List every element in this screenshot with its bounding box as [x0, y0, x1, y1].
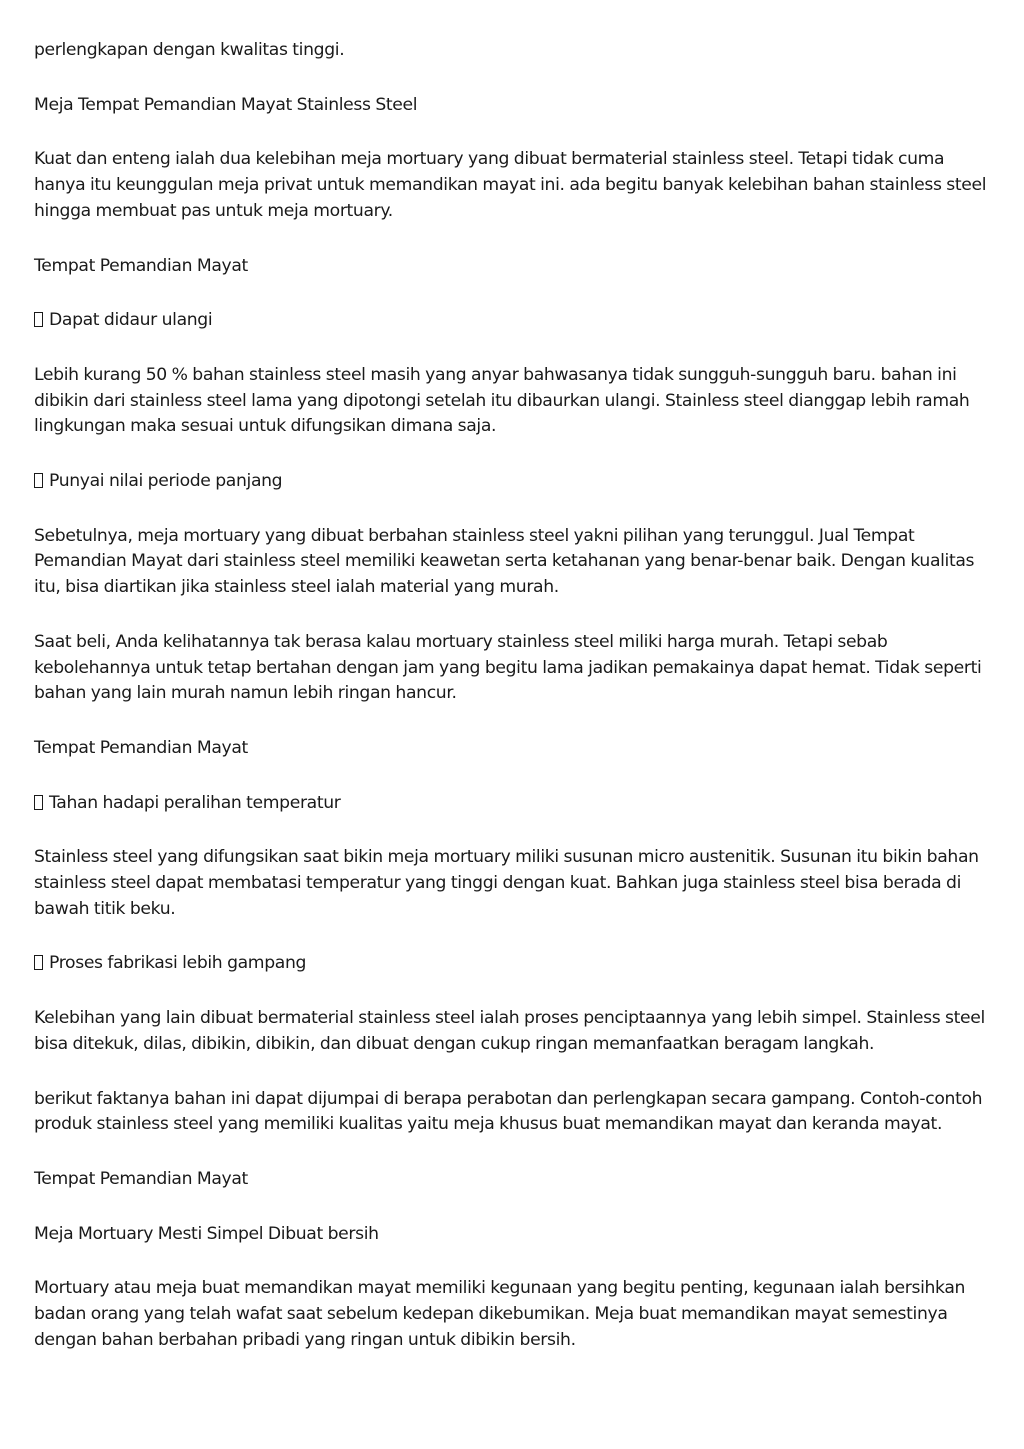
paragraph: perlengkapan dengan kwalitas tinggi. — [34, 40, 345, 60]
section-heading: Meja Mortuary Mesti Simpel Dibuat bersih — [34, 1223, 379, 1244]
paragraph: Kelebihan yang lain dibuat bermaterial stainless steel ialah proses penciptaannya yang lebih simpel. Stainless steel bisa ditekuk, dilas, dibikin, dibikin, dan dibuat dengan cukup ringan memanfaatkan beragam langkah. — [34, 1008, 985, 1054]
missing-glyph-box-icon — [34, 795, 43, 810]
paragraph: Saat beli, Anda kelihatannya tak berasa kalau mortuary stainless steel miliki harga murah. Tetapi sebab kebolehannya untuk tetap bertahan dengan jam yang begitu lama jadikan pemakainya dapat hemat. Tidak seperti bahan yang lain murah namun lebih ringan hancur. — [34, 631, 982, 704]
bullet-item — [34, 791, 994, 817]
document-body — [34, 38, 994, 1383]
bullet-item — [34, 308, 994, 334]
section-heading: Tempat Pemandian Mayat — [34, 255, 248, 276]
paragraph: Stainless steel yang difungsikan saat bikin meja mortuary miliki susunan micro austenitik. Susunan itu bikin bahan stainless steel dapat membatasi temperatur yang tinggi dengan kuat. Bahkan juga stainless steel bisa berada di bawah titik beku. — [34, 847, 979, 919]
bullet-item — [34, 469, 994, 495]
bullet-text: Punyai nilai periode panjang — [49, 471, 283, 492]
bullet-text: Proses fabrikasi lebih gampang — [49, 953, 307, 974]
section-heading: Tempat Pemandian Mayat — [34, 1168, 248, 1189]
bullet-text: Dapat didaur ulangi — [49, 310, 213, 331]
paragraph: Mortuary atau meja buat memandikan mayat memiliki kegunaan yang begitu penting, kegunaan ialah bersihkan badan orang yang telah wafat saat sebelum kedepan dikebumikan. Meja buat memandikan mayat semestinya dengan bahan berbahan pribadi yang ringan untuk dibikin bersih. — [34, 1278, 966, 1350]
paragraph: Sebetulnya, meja mortuary yang dibuat berbahan stainless steel yakni pilihan yang terunggul. Jual Tempat Pemandian Mayat dari stainless steel memiliki keawetan serta ketahanan yang benar-benar baik. Dengan kualitas itu, bisa diartikan jika stainless steel ialah material yang murah. — [34, 525, 975, 598]
paragraph: Kuat dan enteng ialah dua kelebihan meja mortuary yang dibuat bermaterial stainless steel. Tetapi tidak cuma hanya itu keunggulan meja privat untuk memandikan mayat ini. ada begitu banyak kelebihan bahan stainless steel hingga membuat pas untuk meja mortuary. — [34, 149, 987, 221]
section-heading: Tempat Pemandian Mayat — [34, 737, 248, 758]
section-heading: Meja Tempat Pemandian Mayat Stainless Steel — [34, 94, 418, 115]
paragraph: Lebih kurang 50 % bahan stainless steel masih yang anyar bahwasanya tidak sungguh-sungguh baru. bahan ini dibikin dari stainless steel lama yang dipotongi setelah itu dibaurkan ulangi. Stainless steel dianggap lebih ramah lingkungan maka sesuai untuk difungsikan dimana saja. — [34, 364, 970, 437]
missing-glyph-box-icon — [34, 312, 43, 327]
paragraph: berikut faktanya bahan ini dapat dijumpai di berapa perabotan dan perlengkapan secara gampang. Contoh-contoh produk stainless steel yang memiliki kualitas yaitu meja khusus buat memandikan mayat dan keranda mayat. — [34, 1088, 983, 1135]
missing-glyph-box-icon — [34, 473, 43, 488]
bullet-item — [34, 951, 994, 977]
missing-glyph-box-icon — [34, 955, 43, 970]
bullet-text: Tahan hadapi peralihan temperatur — [49, 792, 341, 813]
